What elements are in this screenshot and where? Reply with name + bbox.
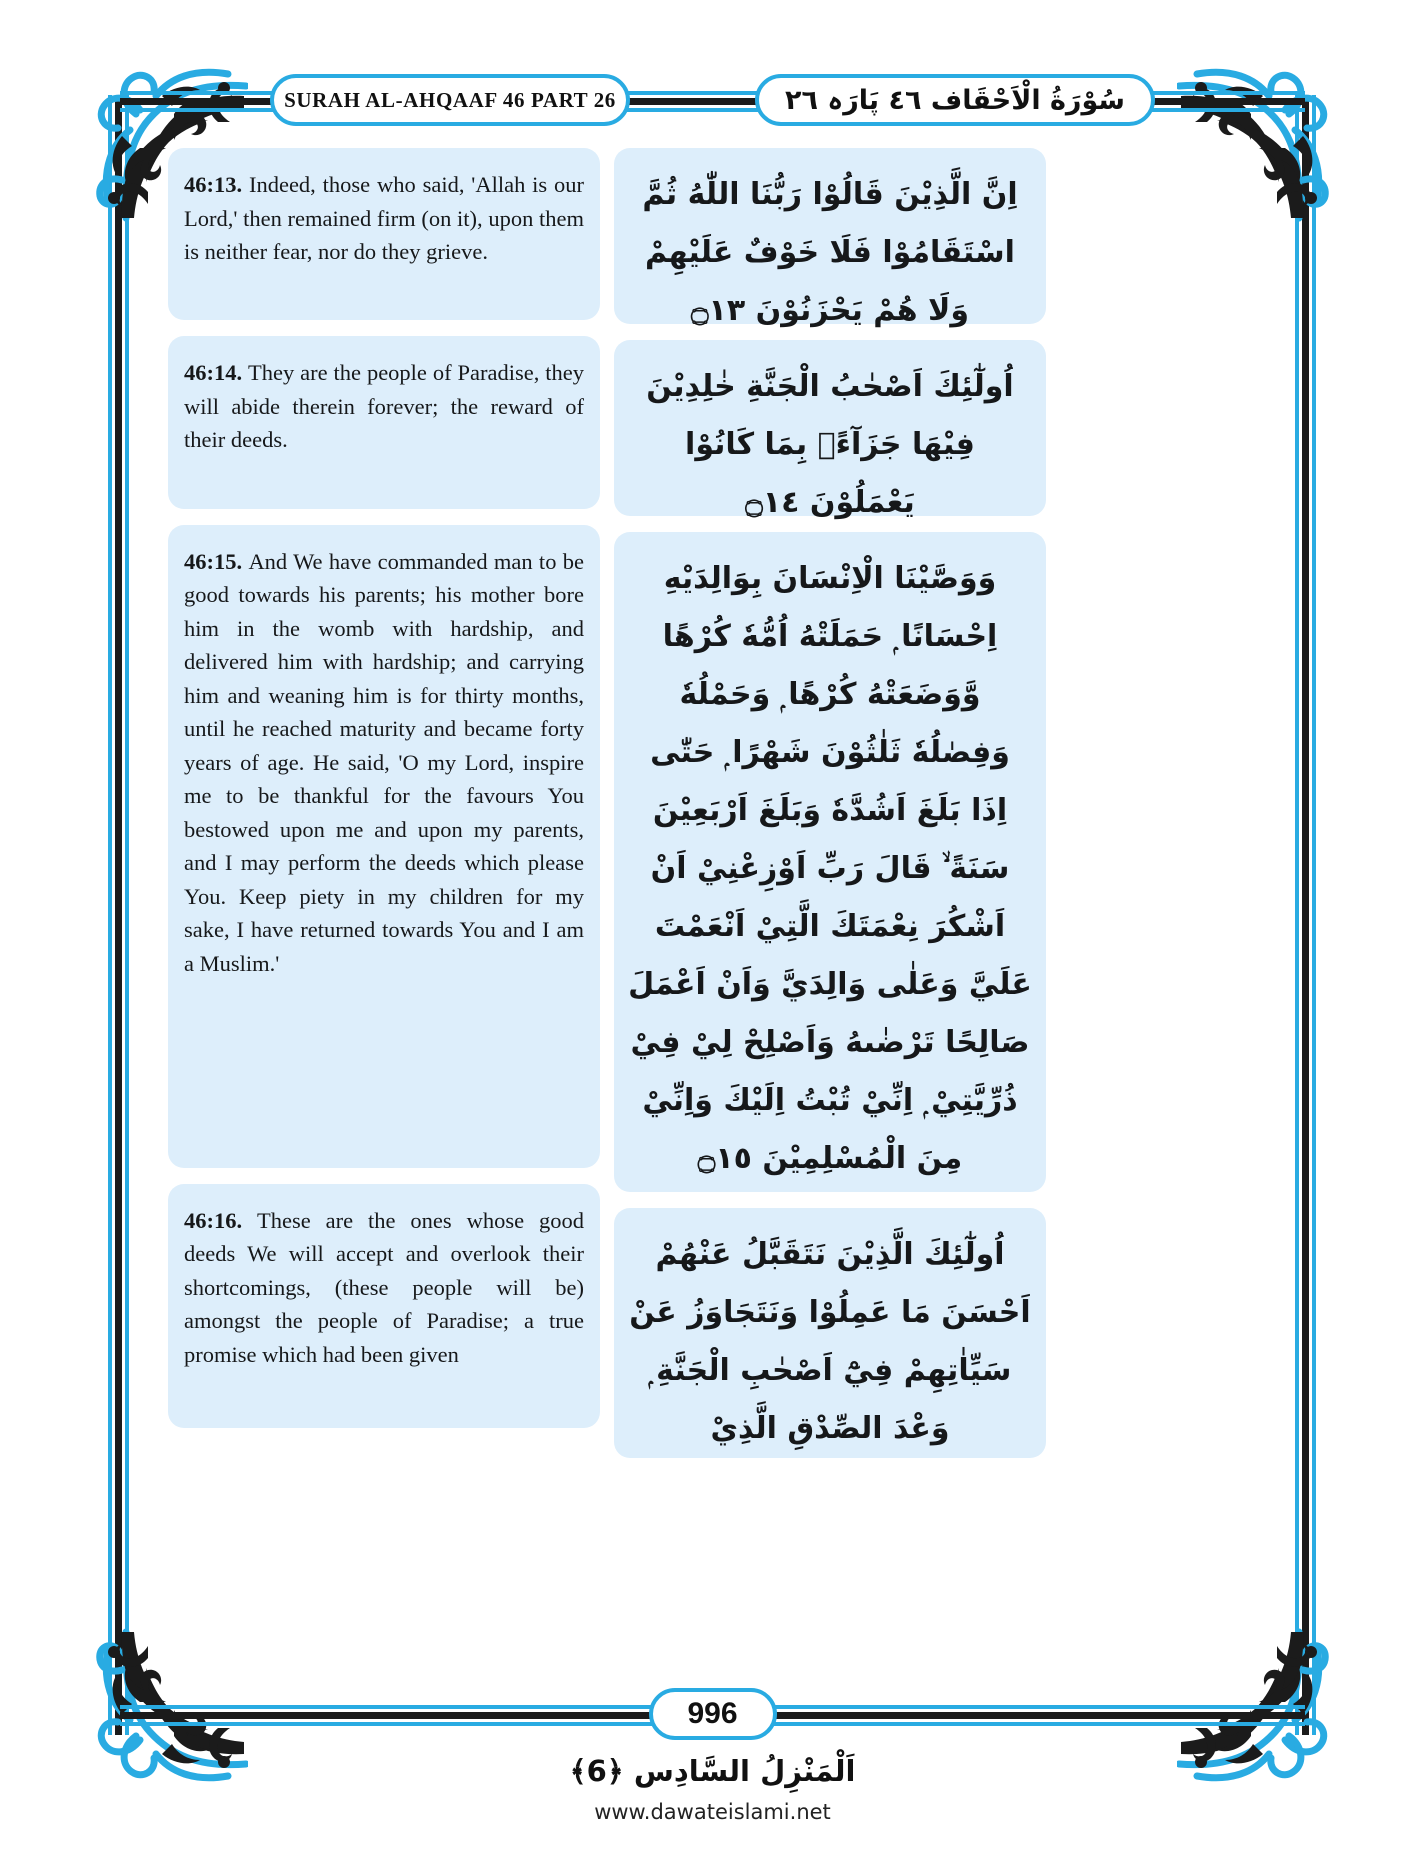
verse-panel-english-46-16[interactable] [168, 1184, 600, 1428]
verse-content-area [168, 148, 1258, 1446]
verse-text-english-46-16: These are the ones whose good deeds We will accept and overlook their shortcomings, (these people will be) amongst the people of Paradise; a true promise which had been given [184, 1207, 584, 1367]
page-footer [120, 1688, 1305, 1744]
verse-panel-arabic-46-13[interactable] [614, 148, 1046, 328]
verse-panel-english-46-13[interactable] [168, 148, 600, 320]
verse-text-arabic-46-16: اُولٰٓئِكَ الَّذِيْنَ نَتَقَبَّلُ عَنْهُمْ اَحْسَنَ مَا عَمِلُوْا وَنَتَجَاوَزُ عَنْ سَيِّاٰتِهِمْ فِيْٓ اَصْحٰبِ الْجَنَّةِ ۭ وَعْدَ الصِّدْقِ الَّذِيْ [629, 1237, 1031, 1446]
arabic-text-column [614, 148, 1046, 1446]
verse-panel-english-46-14[interactable] [168, 336, 600, 508]
verse-text-arabic-46-13: اِنَّ الَّذِيْنَ قَالُوْا رَبُّنَا اللّٰهُ ثُمَّ اسْتَقَامُوْا فَلَا خَوْفٌ عَلَيْهِمْ وَلَا هُمْ يَحْزَنُوْنَ ۝١٣ [642, 177, 1018, 328]
border-rule-left [108, 95, 130, 1735]
verse-number-46-16: 46:16. [184, 1207, 258, 1233]
surah-title-arabic: سُوْرَةُ الْاَحْقَاف ٤٦ پَارَہ ٢٦ [785, 84, 1125, 116]
manzil-label: اَلْمَنْزِلُ السَّادِس ﴿6﴾ [569, 1754, 856, 1788]
website-url: www.dawateislami.net [594, 1800, 831, 1824]
page-number-capsule [649, 1688, 777, 1740]
verse-panel-arabic-46-15[interactable] [614, 532, 1046, 1192]
verse-text-english-46-13: Indeed, those who said, 'Allah is our Lord,' then remained firm (on it), upon them is neither fear, nor do they grieve. [184, 172, 584, 264]
english-translation-column [168, 148, 600, 1428]
verse-panel-arabic-46-14[interactable] [614, 340, 1046, 520]
page-header [120, 74, 1305, 130]
surah-title-capsule-english [270, 74, 630, 126]
verse-number-46-14: 46:14. [184, 360, 249, 386]
verse-number-46-13: 46:13. [184, 172, 249, 197]
surah-title-english: SURAH AL-AHQAAF 46 PART 26 [284, 87, 616, 112]
border-rule-right [1295, 95, 1317, 1735]
verse-text-arabic-46-15: وَوَصَّيْنَا الْاِنْسَانَ بِوَالِدَيْهِ اِحْسَانًا ۭ حَمَلَتْهُ اُمُّهٗ كُرْهًا وَّوَضَعَتْهُ كُرْهًا ۭ وَحَمْلُهٗ وَفِصٰلُهٗ ثَلٰثُوْنَ شَهْرًا ۭ حَتّٰى اِذَا بَلَغَ اَشُدَّهٗ وَبَلَغَ اَرْبَعِيْنَ سَنَةً ۙ قَالَ رَبِّ اَوْزِعْنِيْ اَنْ اَشْكُرَ نِعْمَتَكَ الَّتِيْ اَنْعَمْتَ عَلَيَّ وَعَلٰى وَالِدَيَّ وَاَنْ اَعْمَلَ صَالِحًا تَرْضٰىهُ وَاَصْلِحْ لِيْ فِيْ ذُرِّيَّتِيْ ۭ اِنِّيْ تُبْتُ اِلَيْكَ وَاِنِّيْ مِنَ الْمُسْلِمِيْنَ ۝١٥ [628, 561, 1032, 1176]
surah-title-capsule-arabic [755, 74, 1155, 126]
page-number: 996 [687, 1697, 738, 1730]
verse-text-english-46-15: And We have commanded man to be good towards his parents; his mother bore him in the womb with hardship, and delivered him with hardship; and carrying him and weaning him is for thirty months, until he reached maturity and became forty years of age. He said, 'O my Lord, inspire me to be thankful for the favours You bestowed upon me and upon my parents, and I may perform the deeds which please You. Keep piety in my children for my sake, I have returned towards You and I am a Muslim.' [184, 548, 584, 976]
verse-number-46-15: 46:15. [184, 548, 249, 574]
verse-text-arabic-46-14: اُولٰٓئِكَ اَصْحٰبُ الْجَنَّةِ خٰلِدِيْنَ فِيْهَا جَزَآءًۢ بِمَا كَانُوْا يَعْمَلُوْنَ ۝١٤ [646, 369, 1014, 520]
verse-panel-english-46-15[interactable] [168, 525, 600, 1168]
verse-panel-arabic-46-16[interactable] [614, 1208, 1046, 1458]
verse-text-english-46-14: They are the people of Paradise, they will abide therein forever; the reward of their deeds. [184, 360, 584, 453]
